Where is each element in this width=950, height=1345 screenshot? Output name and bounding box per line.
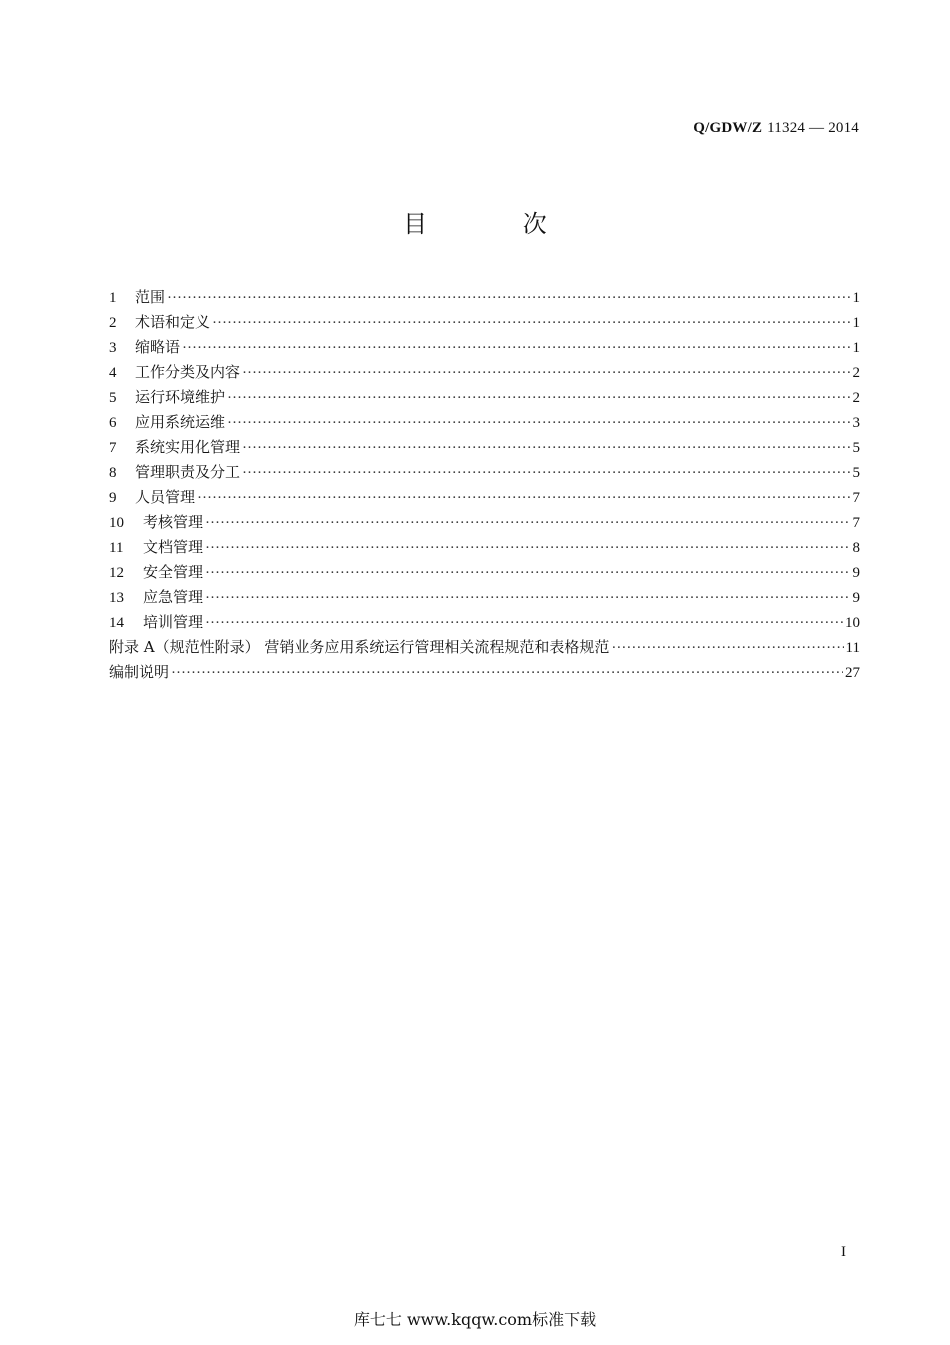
toc-entry-page: 5 [852,465,860,481]
toc-entry-label: 范围 [135,288,166,306]
page-number: I [841,1244,846,1260]
page-title: 目 次 [403,210,591,238]
toc-entry-page: 10 [845,615,860,631]
footer-watermark: 库七七 www.kqqw.com标准下载 [353,1310,597,1329]
toc-leader-dots [205,586,850,611]
toc-entry-number: 6 [109,415,117,431]
toc-leader-dots [205,561,850,586]
toc-entry-number: 7 [109,440,117,456]
toc-entry-label: 管理职责及分工 [135,463,241,481]
toc-leader-dots [205,611,843,636]
toc-entry[interactable] [109,510,860,535]
toc-entry-appendix[interactable] [109,635,860,660]
toc-entry-page: 27 [845,665,860,681]
toc-entry-number: 14 [109,615,124,631]
toc-entry-page: 9 [852,565,860,581]
toc-entry[interactable] [109,285,860,310]
toc-entry[interactable] [109,535,860,560]
toc-entry[interactable] [109,310,860,335]
document-header [693,118,859,137]
toc-entry-label: 系统实用化管理 [135,438,241,456]
toc-entry-page: 2 [852,365,860,381]
toc-entry[interactable] [109,560,860,585]
toc-entry[interactable] [109,460,860,485]
toc-entry-page: 7 [852,515,860,531]
toc-entry-page: 3 [852,415,860,431]
toc-leader-dots [227,411,850,436]
toc-leader-dots [242,436,850,461]
toc-entry-number: 13 [109,590,124,606]
toc-entry-number: 4 [109,365,117,381]
toc-entry[interactable] [109,585,860,610]
standard-code: Q/GDW/Z [693,120,763,136]
toc-entry-number: 3 [109,340,117,356]
toc-entry-label: 应用系统运维 [135,413,226,431]
toc-entry-page: 2 [852,390,860,406]
toc-leader-dots [212,311,850,336]
toc-entry-number: 2 [109,315,117,331]
toc-entry-page: 1 [852,315,860,331]
toc-leader-dots [611,636,843,661]
toc-leader-dots [182,336,850,361]
standard-number: 11324 — 2014 [767,120,859,136]
toc-leader-dots [205,511,850,536]
toc-entry-page: 11 [845,640,860,656]
toc-leader-dots [242,461,850,486]
toc-entry-label: 培训管理 [143,613,204,631]
toc-entry[interactable] [109,360,860,385]
toc-leader-dots [167,286,850,311]
toc-entry-number: 10 [109,515,124,531]
toc-entry-label: 缩略语 [135,338,181,356]
toc-leader-dots [197,486,850,511]
toc-entry-number: 9 [109,490,117,506]
toc-entry-label: 编制说明 [109,663,170,681]
toc-entry-number: 5 [109,390,117,406]
toc-leader-dots [242,361,850,386]
toc-entry-number: 11 [109,540,124,556]
toc-entry-label: 安全管理 [143,563,204,581]
table-of-contents [109,285,860,685]
toc-entry-page: 1 [852,290,860,306]
toc-leader-dots [171,661,843,686]
toc-entry-label: 人员管理 [135,488,196,506]
toc-entry-label: 文档管理 [143,538,204,556]
toc-entry-page: 7 [852,490,860,506]
toc-entry-page: 5 [852,440,860,456]
toc-entry[interactable] [109,485,860,510]
toc-entry[interactable] [109,385,860,410]
toc-entry-label: 运行环境维护 [135,388,226,406]
toc-entry-page: 1 [852,340,860,356]
toc-leader-dots [205,536,850,561]
toc-entry[interactable] [109,435,860,460]
toc-entry-label: 附录 A（规范性附录） 营销业务应用系统运行管理相关流程规范和表格规范 [109,638,610,656]
toc-entry-number: 1 [109,290,117,306]
toc-entry-page: 9 [852,590,860,606]
toc-entry-label: 工作分类及内容 [135,363,241,381]
toc-entry-label: 应急管理 [143,588,204,606]
toc-entry[interactable] [109,335,860,360]
toc-entry[interactable] [109,410,860,435]
toc-entry-notes[interactable] [109,660,860,685]
toc-leader-dots [227,386,850,411]
toc-entry-page: 8 [852,540,860,556]
toc-entry-label: 考核管理 [143,513,204,531]
toc-entry[interactable] [109,610,860,635]
toc-entry-number: 12 [109,565,124,581]
toc-entry-label: 术语和定义 [135,313,211,331]
toc-entry-number: 8 [109,465,117,481]
